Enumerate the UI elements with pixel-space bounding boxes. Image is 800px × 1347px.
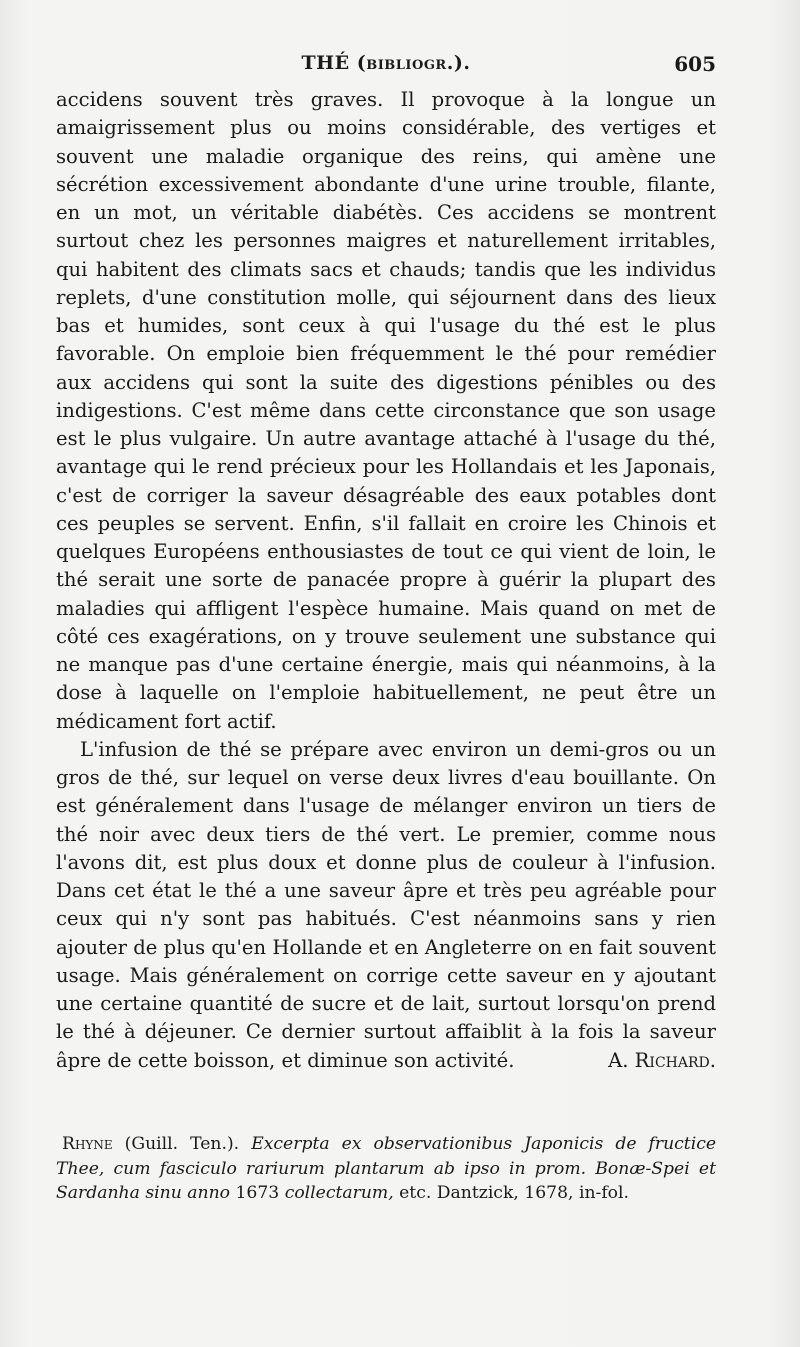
- bibliography-author-given: (Guill. Ten.).: [124, 1134, 240, 1154]
- page-number: 605: [674, 52, 716, 76]
- bibliography-year: 1673: [235, 1183, 280, 1203]
- bibliography-author: Rhyne: [62, 1134, 113, 1154]
- bibliography-title: Excerpta ex observationibus Japonicis de fructice Thee, cum fasciculo rariurum plantarum ab ipso in prom. Bonæ-Spei et Sardanha sinu anno: [56, 1134, 717, 1203]
- bibliography-entry: [56, 1132, 716, 1206]
- running-title-sub: (bibliogr.).: [356, 52, 471, 74]
- bibliography-publication: etc. Dantzick, 1678, in-fol.: [399, 1183, 629, 1203]
- paragraph-1: accidens souvent très graves. Il provoque à la longue un amaigrissement plus ou moins considérable, des vertiges et souvent une maladie organique des reins, qui amène une sécrétion excessivement abondante d'une urine trouble, filante, en un mot, un véritable diabétès. Ces accidens se montrent surtout chez les personnes maigres et naturellement irritables, qui habitent des climats sacs et chauds; tandis que les individus replets, d'une constitution molle, qui séjournent dans des lieux bas et humides, sont ceux à qui l'usage du thé est le plus favorable. On emploie bien fréquemment le thé pour remédier aux accidens qui sont la suite des digestions pénibles ou des indigestions. C'est même dans cette circonstance que son usage est le plus vulgaire. Un autre avantage attaché à l'usage du thé, avantage qui le rend précieux pour les Hollandais et les Japonais, c'est de corriger la saveur désagréable des eaux potables dont ces peuples se servent. Enfin, s'il fallait en croire les Chinois et quelques Européens enthousiastes de tout ce qui vient de loin, le thé serait une sorte de panacée propre à guérir la plupart des maladies qui affligent l'espèce humaine. Mais quand on met de côté ces exagérations, on y trouve seulement une substance qui ne manque pas d'une certaine énergie, mais qui néanmoins, à la dose à laquelle on l'emploie habituellement, ne peut être un médicament fort actif.: [56, 88, 716, 733]
- paragraph-2-text: L'infusion de thé se prépare avec environ un demi-gros ou un gros de thé, sur lequel on verse deux livres d'eau bouillante. On est généralement dans l'usage de mélanger environ un tiers de thé noir avec deux tiers de thé vert. Le premier, comme nous l'avons dit, est plus doux et donne plus de couleur à l'infusion. Dans cet état le thé a une saveur âpre et très peu agréable pour ceux qui n'y sont pas habitués. C'est néanmoins sans y rien ajouter de plus qu'en Hollande et en Angleterre on en fait souvent usage. Mais généralement on corrige cette saveur en y ajoutant une certaine quantité de sucre et de lait, surtout lorsqu'on prend le thé à déjeuner. Ce dernier surtout affaiblit à la fois la saveur âpre de cette boisson, et diminue son activité.: [56, 737, 716, 1072]
- running-title-main: THÉ: [301, 52, 350, 74]
- main-text: [56, 86, 716, 1075]
- paragraph-2: [56, 736, 716, 1075]
- bibliography-collectarum: collectarum,: [284, 1183, 394, 1203]
- page-header: [56, 52, 716, 82]
- running-title: [56, 52, 716, 74]
- author-signature: A. Richard.: [608, 1048, 716, 1072]
